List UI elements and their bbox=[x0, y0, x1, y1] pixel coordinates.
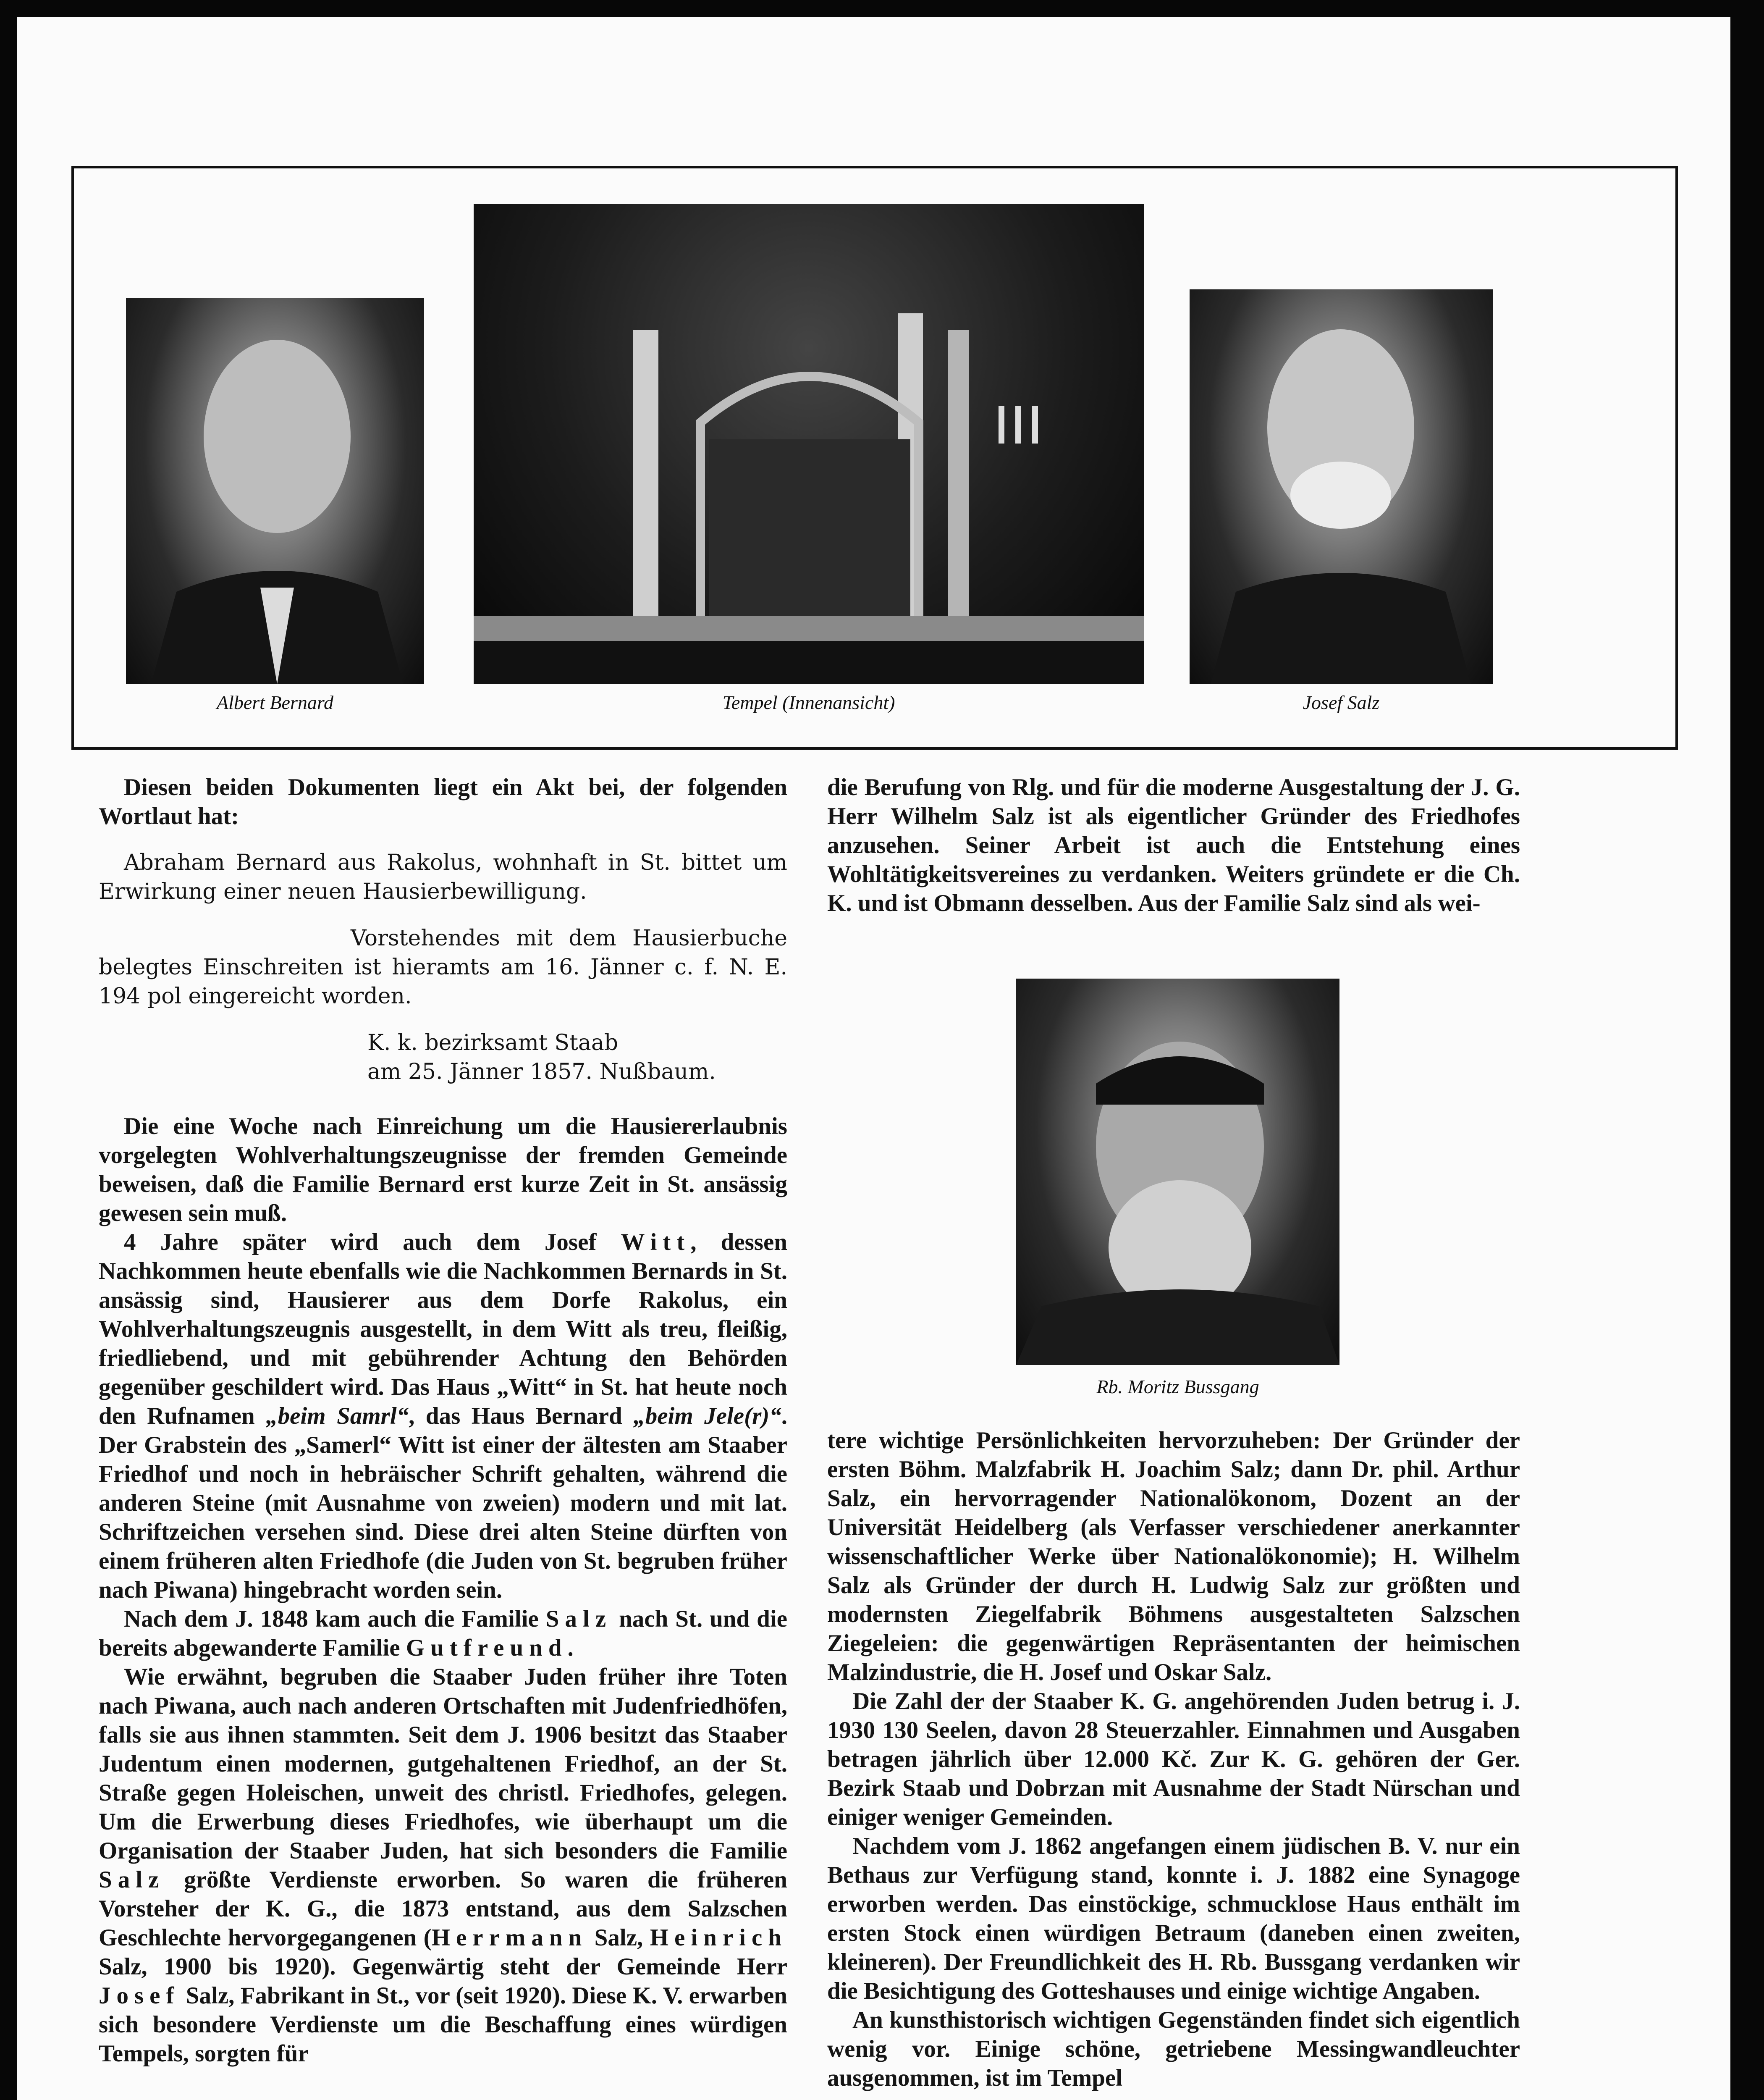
spaced-name: Salz bbox=[99, 1866, 165, 1893]
page bbox=[17, 17, 1730, 2100]
spaced-name: Heinrich bbox=[650, 1924, 787, 1951]
document-signature: am 25. Jänner 1857. Nußbaum. bbox=[367, 1059, 716, 1084]
portrait-silhouette-icon bbox=[1190, 289, 1493, 684]
italic-phrase: „beim Samrl“ bbox=[266, 1403, 409, 1429]
spaced-name: Herrmann bbox=[431, 1924, 588, 1951]
caption-moritz-bussgang: Rb. Moritz Bussgang bbox=[1096, 1376, 1259, 1397]
spaced-name: Witt bbox=[621, 1229, 691, 1255]
italic-phrase: „beim Jele(r)“ bbox=[633, 1403, 781, 1429]
document-quote: Vorstehendes mit dem Hausierbuche belegtes Einschreiten ist hieramts am 16. Jänner c. f. N. E. 194 pol eingereicht worden. bbox=[99, 926, 787, 1009]
portrait-silhouette-icon bbox=[126, 298, 424, 684]
paragraph: Die eine Woche nach Einreichung um die Hausiererlaubnis vorgelegten Wohlverhaltungszeugnisse der fremden Gemeinde beweisen, daß die Familie Bernard erst kurze Zeit in St. ansässig gewesen sein muß. bbox=[99, 1113, 787, 1226]
paragraph: die Berufung von Rlg. und für die moderne Ausgestaltung der J. G. Herr Wilhelm Salz ist als eigentlicher Gründer des Friedhofes anzusehen. Seiner Arbeit ist auch die Entstehung eines Wohltätigkeitsvereines zu verdanken. Weiters gründete er die Ch. K. und ist Obmann desselben. Aus der Familie Salz sind als wei- bbox=[827, 774, 1520, 916]
spaced-name: Gutfreund bbox=[406, 1635, 568, 1661]
caption-tempel: Tempel (Innenansicht) bbox=[722, 692, 895, 713]
photo-frame bbox=[71, 166, 1678, 750]
temple-interior-icon bbox=[474, 204, 1144, 684]
paragraph: Wie erwähnt, begruben die Staaber Juden früher ihre Toten nach Piwana, auch nach anderen Ortschaften mit Judenfriedhöfen, falls sie aus ihnen stammten. Seit dem J. 1906 besitzt das Staaber Judentum einen modernen, gutgehaltenen Friedhof, an der St. Straße gegen Holeischen, unweit des christl. Friedhofes, gelegen. Um die Erwerbung dieses Friedhofes, wie überhaupt um die Organisation der Staaber Juden, hat sich besonders die Familie Salz größte Verdienste erworben. So waren die früheren Vorsteher der K. G., die 1873 entstand, aus dem Salzschen Geschlechte hervorgegangenen (Herrmann Salz, Heinrich Salz, 1900 bis 1920). Gegenwärtig steht der Gemeinde Herr Josef Salz, Fabrikant in St., vor (seit 1920). Diese K. V. erwarben sich besondere Verdienste um die Beschaffung eines würdigen Tempels, sorgten für bbox=[99, 1664, 787, 2067]
paragraph: 4 Jahre später wird auch dem Josef Witt, dessen Nachkommen heute ebenfalls wie die Nachkommen Bernards in St. ansässig sind, Hausierer aus dem Dorfe Rakolus, ein Wohlverhaltungszeugnis ausgestellt, in dem Witt als treu, fleißig, friedliebend, und mit gebührender Achtung den Behörden gegenüber geschildert wird. Das Haus „Witt“ in St. hat heute noch den Rufnamen „beim Samrl“, das Haus Bernard „beim Jele(r)“. Der Grabstein des „Samerl“ Witt ist einer der ältesten am Staaber Friedhof und noch in hebräischer Schrift gehalten, während die anderen Steine (mit Ausnahme von zweien) modern und mit lat. Schriftzeichen versehen sind. Diese drei alten Steine dürften von einem früheren alten Friedhofe (die Juden von St. begruben früher nach Piwana) hingebracht worden sein. bbox=[99, 1229, 787, 1603]
right-column-bottom bbox=[827, 1426, 1520, 2092]
photo-tempel bbox=[474, 204, 1144, 684]
paragraph: Die Zahl der der Staaber K. G. angehörenden Juden betrug i. J. 1930 130 Seelen, davon 28 Steuerzahler. Einnahmen und Ausgaben betragen jährlich über 12.000 Kč. Zur K. G. gehören der Ger. Bezirk Staab und Dobrzan mit Ausnahme der Stadt Nürschan und einiger weniger Gemeinden. bbox=[827, 1688, 1520, 1830]
document-signature: K. k. bezirksamt Staab bbox=[367, 1030, 619, 1055]
caption-josef-salz: Josef Salz bbox=[1303, 692, 1380, 713]
left-column bbox=[99, 773, 787, 2068]
document-quote: Abraham Bernard aus Rakolus, wohnhaft in St. bittet um Erwirkung einer neuen Hausierbewilligung. bbox=[99, 850, 787, 904]
caption-albert-bernard: Albert Bernard bbox=[216, 692, 334, 713]
paragraph: An kunsthistorisch wichtigen Gegenständen findet sich eigentlich wenig vor. Einige schöne, getriebene Messingwandleuchter ausgenommen, ist im Tempel bbox=[827, 2007, 1520, 2091]
photo-josef-salz bbox=[1190, 289, 1493, 684]
paragraph: Nach dem J. 1848 kam auch die Familie Salz nach St. und die bereits abgewanderte Familie Gutfreund. bbox=[99, 1606, 787, 1661]
paragraph: Nachdem vom J. 1862 angefangen einem jüdischen B. V. nur ein Bethaus zur Verfügung stand, konnte i. J. 1882 eine Synagoge erworben werden. Das einstöckige, schmucklose Haus enthält im ersten Stock einen würdigen Betraum (daneben einen zweiten, kleineren). Der Freundlichkeit des H. Rb. Bussgang verdanken wir die Besichtigung des Gotteshauses und einige wichtige Angaben. bbox=[827, 1833, 1520, 2004]
paragraph: tere wichtige Persönlichkeiten hervorzuheben: Der Gründer der ersten Böhm. Malzfabrik H. Joachim Salz; dann Dr. phil. Arthur Salz, ein hervorragender Nationalökonom, Dozent an der Universität Heidelberg (als Verfasser verschiedener anerkannter wissenschaftlicher Werke über Nationalökonomie); H. Wilhelm Salz als Gründer der durch H. Ludwig Salz zur größten und modernsten Ziegelfabrik Böhmens ausgestalteten Salzschen Ziegeleien: die gegenwärtigen Repräsentanten der heimischen Malzindustrie, die H. Josef und Oskar Salz. bbox=[827, 1427, 1520, 1685]
spaced-name: Salz bbox=[545, 1606, 612, 1632]
photo-moritz-bussgang bbox=[1016, 979, 1339, 1365]
paragraph: Diesen beiden Dokumenten liegt ein Akt bei, der folgenden Wortlaut hat: bbox=[99, 774, 787, 830]
portrait-silhouette-icon bbox=[1016, 979, 1339, 1365]
right-column-top bbox=[827, 773, 1520, 918]
spaced-name: Josef bbox=[99, 1982, 180, 2009]
photo-albert-bernard bbox=[126, 298, 424, 684]
